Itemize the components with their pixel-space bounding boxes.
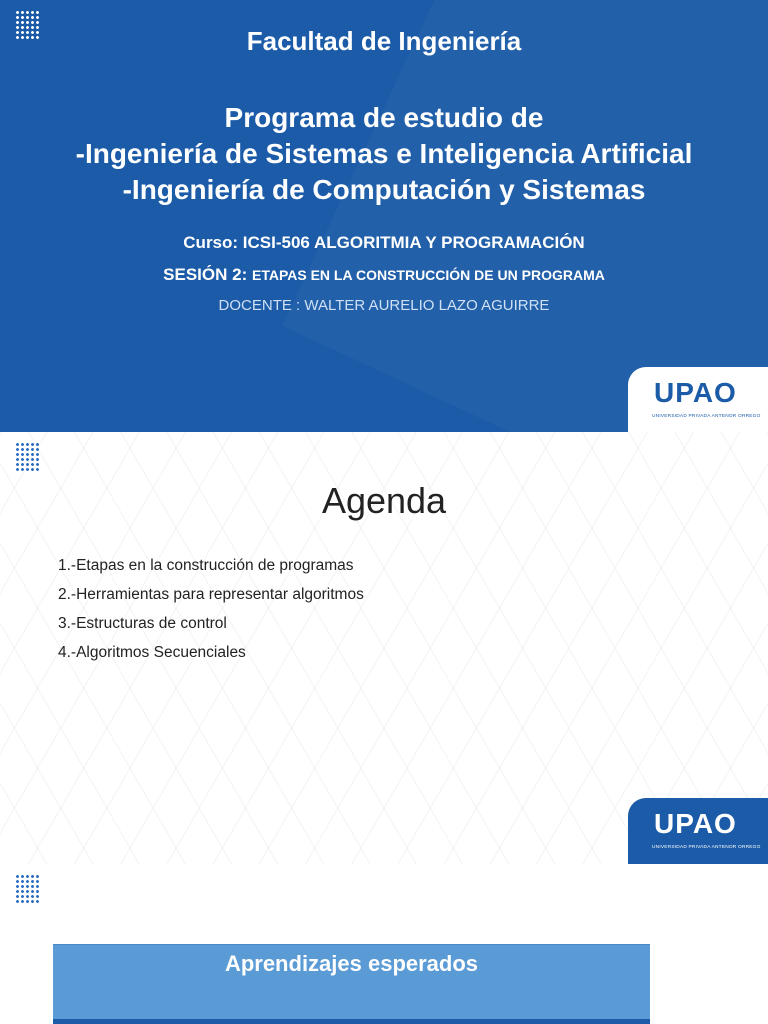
table-row <box>53 1019 650 1024</box>
agenda-item: 2.-Herramientas para representar algoritmos <box>58 586 364 603</box>
logo-subtitle: UNIVERSIDAD PRIVADA ANTENOR ORREGO <box>652 414 761 419</box>
learning-table <box>53 944 650 1024</box>
agenda-list <box>58 555 364 671</box>
session-title: ETAPAS EN LA CONSTRUCCIÓN DE UN PROGRAMA <box>251 267 605 283</box>
dot-grid-icon <box>15 874 41 904</box>
agenda-item: 3.-Estructuras de control <box>58 615 227 632</box>
agenda-title: Agenda <box>321 480 447 521</box>
logo-name: UPAO <box>654 377 737 408</box>
upao-logo <box>628 367 768 432</box>
slide-learning <box>0 864 768 1024</box>
session-line <box>0 265 768 285</box>
program-title <box>0 100 768 208</box>
logo-subtitle: UNIVERSIDAD PRIVADA ANTENOR ORREGO <box>652 845 761 850</box>
learning-header: Aprendizajes esperados <box>224 951 479 976</box>
agenda-item: 1.-Etapas en la construcción de programas <box>58 557 354 574</box>
teacher-line: DOCENTE : WALTER AURELIO LAZO AGUIRRE <box>218 297 550 314</box>
program-line: -Ingeniería de Sistemas e Inteligencia Artificial <box>75 138 693 169</box>
slide-agenda <box>0 432 768 864</box>
course-line: Curso: ICSI-506 ALGORITMIA Y PROGRAMACIÓN <box>183 233 585 252</box>
upao-logo <box>628 798 768 864</box>
faculty-title: Facultad de Ingeniería <box>246 26 522 56</box>
session-label: SESIÓN 2: <box>163 265 248 284</box>
agenda-item: 4.-Algoritmos Secuenciales <box>58 644 246 661</box>
program-line: Programa de estudio de <box>224 102 544 133</box>
logo-name: UPAO <box>654 808 737 839</box>
program-line: -Ingeniería de Computación y Sistemas <box>122 174 646 205</box>
dot-grid-icon <box>15 442 41 472</box>
slide-title <box>0 0 768 432</box>
